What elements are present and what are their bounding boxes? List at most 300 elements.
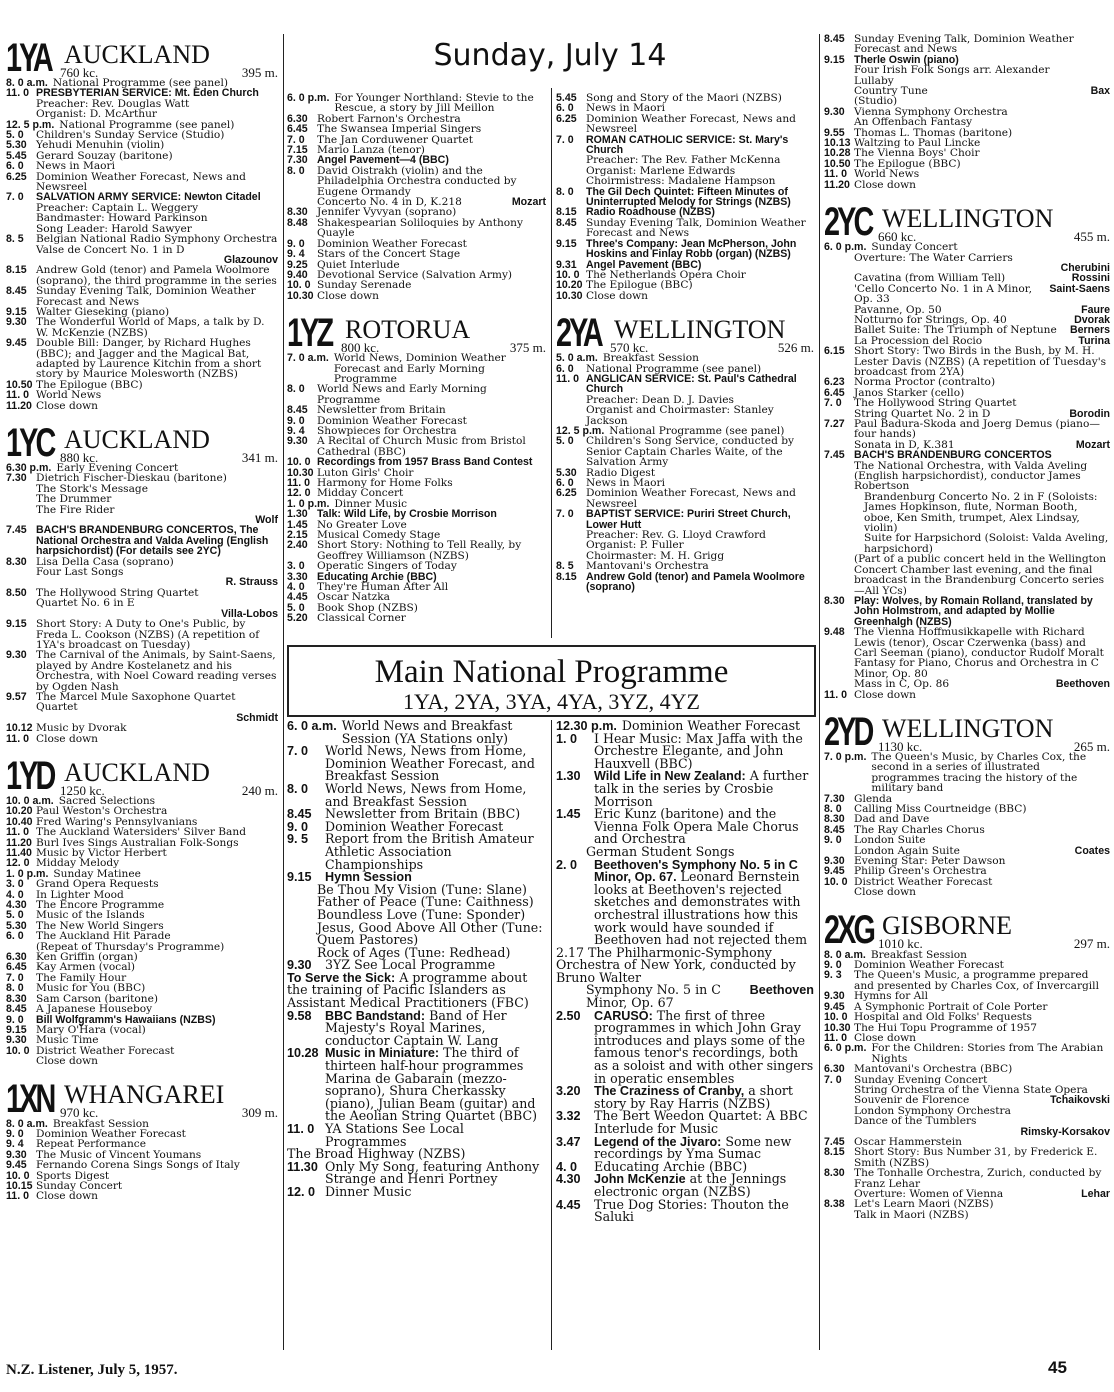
station-1yz-evening <box>556 93 814 301</box>
time: 6. 0 <box>556 362 574 375</box>
station-code: 1YZ <box>287 311 332 356</box>
time: 9.55 <box>824 126 845 139</box>
programme-text: Classical Corner <box>317 612 406 625</box>
time: 5.20 <box>287 612 308 625</box>
time: 4.45 <box>556 1197 581 1212</box>
programme-text: Book Shop (NZBS) <box>317 601 418 614</box>
programme-text: PRESBYTERIAN SERVICE: Mt. Eden Church <box>36 87 259 100</box>
time: 6. 0 <box>6 160 24 173</box>
station-city: AUCKLAND <box>64 39 210 69</box>
detail-text: Song Leader: Harold Sawyer <box>36 222 192 235</box>
station-frequency: 1250 kc. <box>60 782 105 798</box>
time: 9.58 <box>287 1008 312 1023</box>
time: 8.45 <box>824 33 845 45</box>
programme-text: The Encore Programme <box>36 899 165 912</box>
programme-text: Sunday Concert <box>36 1179 123 1192</box>
composer: Wolf <box>255 514 278 527</box>
programme-text: Hymns for All <box>854 990 929 1003</box>
time: 5. 0 <box>6 909 24 922</box>
programme-text: Breakfast Session <box>52 1117 149 1130</box>
detail-text: Four Last Songs <box>36 566 124 579</box>
detail-text: Cavatina (from William Tell) <box>854 272 1006 285</box>
programme-text: BACH'S BRANDENBURG CONCERTOS, The National Orchestra and Valda Aveling (English harpsichordist) (For details see 2YC) <box>36 524 269 558</box>
detail-text: Notturno for Strings, Op. 40 <box>854 313 1007 326</box>
detail-text: Overture: Women of Vienna <box>854 1188 1004 1200</box>
time: 6.30 <box>287 112 308 125</box>
composer: Beethoven <box>749 983 814 998</box>
programme-text: The Vienna Boys' Choir <box>854 147 980 160</box>
time: 9. 0 <box>287 237 305 250</box>
composer: Rimsky-Korsakov <box>1020 1125 1110 1138</box>
composer: Saint-Saens <box>1049 282 1110 295</box>
programme-detail <box>824 284 1110 305</box>
time: 7. 0 p.m. <box>824 750 867 763</box>
time: 6.25 <box>556 487 577 500</box>
programme-text: Thomas L. Thomas (baritone) <box>854 126 1013 139</box>
schedule-item <box>556 859 814 947</box>
station-frequency: 570 kc. <box>610 339 649 355</box>
station-city: AUCKLAND <box>64 424 210 454</box>
programme-text: Hymn Session <box>325 870 412 885</box>
time: 8. 0 <box>287 383 305 396</box>
composer: Bax <box>1090 85 1110 98</box>
schedule-item <box>824 1168 1110 1189</box>
time: 9. 4 <box>287 424 305 437</box>
programme-text: I Hear Music: Max Jaffa with the Orchestre Elegante, and John Hauxvell (BBC) <box>594 730 803 771</box>
time: 12. 5 p.m. <box>556 424 605 437</box>
schedule-item <box>287 540 546 561</box>
detail-text: Organist and Choirmaster: Stanley Jackson <box>586 404 774 427</box>
programme-text: Let's Learn Maori (NZBS) <box>854 1198 994 1211</box>
time: 6.30 <box>824 1063 845 1076</box>
time: 6. 0 <box>556 477 574 489</box>
time: 12.30 p.m. <box>556 719 617 733</box>
time: 6.30 p.m. <box>6 462 52 474</box>
station-frequency: 1130 kc. <box>878 738 923 754</box>
programme-text: Kay Armen (vocal) <box>36 961 136 974</box>
programme-detail <box>824 887 1110 897</box>
detail-text: Father of Peace (Tune: Caithness) <box>317 894 534 910</box>
time: 8.45 <box>556 216 577 229</box>
station-2xg <box>824 906 1110 1221</box>
time: 10.13 <box>824 137 851 150</box>
time: 7.15 <box>287 144 308 157</box>
schedule-item <box>287 93 546 114</box>
station-wavelength: 375 m. <box>509 339 546 355</box>
programme-text: World News, News from Home, and Breakfast Session <box>325 780 527 809</box>
schedule-item <box>556 1173 814 1198</box>
programme-text: The Ray Charles Chorus <box>854 823 985 836</box>
station-frequency: 1010 kc. <box>878 936 923 952</box>
time: 3. 0 <box>6 878 24 891</box>
time: 6. 0 <box>6 930 24 943</box>
schedule-item <box>556 572 814 593</box>
station-code: 1YA <box>6 36 51 80</box>
time: 8. 0 <box>6 982 24 995</box>
programme-text: Gerard Souzay (baritone) <box>36 149 173 162</box>
detail-text: Overture: The Water Carriers <box>854 251 1013 264</box>
programme-text: John McKenzie at the Jennings electronic organ (NZBS) <box>594 1171 787 1199</box>
column-1 <box>6 34 278 1210</box>
programme-text: The Auckland Watersiders' Silver Band <box>36 826 246 839</box>
programme-text: Shakespearian Soliloquies by Anthony Quayle <box>317 216 523 240</box>
station-header <box>6 34 278 78</box>
station-code: 2YA <box>556 311 601 356</box>
programme-text: The Carnival of the Animals, by Saint-Saens, played by Andre Kostelanetz and his Orchestra, with Noel Coward reading verses by Ogden Nash <box>36 649 277 693</box>
time: 10. 0 <box>824 1011 848 1024</box>
detail-text: 2.17 The Philharmonic-Symphony Orchestra of New York, conducted by Bruno Walter <box>556 944 796 985</box>
programme-text: YA Stations See Local Programmes <box>325 1121 464 1149</box>
time: 10.30 <box>556 289 583 302</box>
time: 9.31 <box>556 258 577 271</box>
programme-text: Fred Waring's Pennsylvanians <box>36 815 198 828</box>
programme-text: The Hollywood String Quartet <box>36 586 199 599</box>
time: 9. 0 <box>824 959 842 972</box>
programme-text: Dominion Weather Forecast <box>325 818 504 834</box>
station-wavelength: 395 m. <box>241 64 278 80</box>
main-programme-stations: 1YA, 2YA, 3YA, 4YA, 3YZ, 4YZ <box>403 689 700 714</box>
schedule-item <box>287 745 549 783</box>
time: 3.20 <box>556 1084 581 1099</box>
composer: Mozart <box>511 196 546 209</box>
time: 11. 0 <box>824 1031 847 1044</box>
time: 6.45 <box>824 386 845 399</box>
time: 7. 0 <box>287 744 309 759</box>
time: 9.45 <box>824 1000 845 1013</box>
schedule-item <box>287 353 546 384</box>
column-rule-2 <box>551 88 552 638</box>
time: 7.45 <box>6 524 27 537</box>
programme-text: Educating Archie (BBC) <box>594 1158 748 1174</box>
programme-text: Robert Farnon's Orchestra <box>317 112 461 125</box>
detail-text: The Broad Highway (NZBS) <box>287 1146 466 1162</box>
detail-text: (Part of a public concert held in the Wellington Concert Chamber last evening, and the final broadcast in the Brandenburg Concerto series—All YCs) <box>854 553 1107 597</box>
programme-text: Radio Digest <box>586 466 656 479</box>
time: 7. 0 <box>287 133 305 146</box>
time: 9.45 <box>6 1159 27 1172</box>
time: 10.20 <box>6 805 33 818</box>
station-code: 2YC <box>824 200 872 245</box>
programme-text: A Recital of Church Music from Bristol Cathedral (BBC) <box>317 435 526 458</box>
composer: R. Strauss <box>225 576 278 589</box>
time: 6.25 <box>556 112 577 125</box>
time: 9.57 <box>6 690 27 703</box>
detail-text: Four Irish Folk Songs arr. Alexander <box>854 64 1050 77</box>
schedule-item <box>556 218 814 239</box>
programme-text: The Auckland Hit Parade <box>36 930 171 943</box>
station-1xn-evening <box>287 93 546 301</box>
schedule-item <box>6 619 278 650</box>
station-code: 2XG <box>824 907 873 952</box>
detail-text: Preacher: Rev. G. Lloyd Crawford <box>586 529 766 542</box>
programme-text: Dominion Weather Forecast <box>36 1127 186 1140</box>
station-2ya-evening <box>824 34 1110 190</box>
schedule-item <box>556 436 814 467</box>
time: 9. 4 <box>6 1138 24 1151</box>
detail-text: Be Thou My Vision (Tune: Slane) <box>317 881 527 897</box>
time: 9.15 <box>287 870 312 885</box>
programme-text: The Bert Weedon Quartet: A BBC Interlude for Music <box>594 1108 808 1136</box>
programme-text: World News, Dominion Weather Forecast and Early Morning Programme <box>333 352 506 385</box>
time: 8. 0 <box>556 185 574 198</box>
time: 6.25 <box>6 170 27 183</box>
programme-text: Midday Melody <box>36 857 120 870</box>
schedule-item <box>287 436 546 457</box>
station-city: WELLINGTON <box>614 314 786 344</box>
programme-title: Legend of the Jivaro: <box>594 1134 722 1149</box>
programme-text: Angel Pavement (BBC) <box>586 258 702 271</box>
station-wavelength: 526 m. <box>777 339 814 355</box>
programme-detail: To Serve the Sick: A programme about the training of Pacific Islanders as Assistant Medical Practitioners (FBC) <box>287 969 529 1011</box>
programme-detail <box>824 679 1110 689</box>
programme-text: The Queen's Music, by Charles Cox, the second in a series of illustrated programmes tracing the history of the military band <box>871 750 1087 795</box>
programme-text: Dominion Weather Forecast, News and Newsreel <box>586 487 796 510</box>
time: 5.30 <box>6 919 27 932</box>
time: 12. 0 <box>287 1184 316 1199</box>
main-rule <box>551 720 552 1350</box>
programme-text: Paul Weston's Orchestra <box>36 805 168 818</box>
composer: Faure <box>1081 303 1110 316</box>
time: 9.25 <box>287 258 308 271</box>
programme-text: The Marcel Mule Saxophone Quartet <box>36 690 236 703</box>
time: 4.30 <box>6 899 27 912</box>
time: 11. 0 <box>824 688 847 701</box>
time: 6. 0 p.m. <box>287 92 330 104</box>
programme-text: Waltzing to Paul Lincke <box>854 137 981 150</box>
time: 9.15 <box>6 618 27 631</box>
time: 7.27 <box>824 418 845 430</box>
programme-text: Children's Sunday Service (Studio) <box>36 129 225 142</box>
programme-text: World News, News from Home, Dominion Weather Forecast, and Breakfast Session <box>325 743 535 784</box>
programme-text: A Symphonic Portrait of Cole Porter <box>854 1000 1048 1013</box>
programme-text: Eric Kunz (baritone) and the Vienna Folk Opera Male Chorus and Orchestra <box>594 806 799 847</box>
programme-text: Three's Company: Jean McPherson, John Hoskins and Finlay Robb (organ) (NZBS) <box>586 237 797 261</box>
detail-text: Talk in Maori (NZBS) <box>854 1208 969 1221</box>
programme-text: The Epilogue (BBC) <box>586 279 693 292</box>
schedule-item <box>6 317 278 338</box>
station-city: GISBORNE <box>882 911 1013 941</box>
schedule-item <box>287 249 546 259</box>
time: 8. 0 <box>287 164 305 177</box>
programme-text: Andrew Gold (tenor) and Pamela Woolmore (soprano) <box>586 570 805 594</box>
station-wavelength: 309 m. <box>241 1105 278 1121</box>
schedule-item <box>824 1043 1110 1064</box>
programme-text: Sunday Evening Talk, Dominion Weather Forecast and News <box>586 216 806 240</box>
schedule-item <box>824 34 1110 55</box>
programme-detail <box>824 1210 1110 1220</box>
time: 12. 0 <box>287 487 311 500</box>
programme-text: The Craziness of Cranby, a short story by Ray Harris (NZBS) <box>594 1083 793 1111</box>
time: 9.30 <box>287 435 308 448</box>
programme-detail <box>824 554 1110 596</box>
time: 3.30 <box>287 570 308 583</box>
detail-text: Lullaby <box>854 74 894 87</box>
station-city: AUCKLAND <box>64 757 210 787</box>
schedule-item <box>287 218 546 239</box>
time: 10.28 <box>824 147 851 160</box>
schedule-item <box>556 770 814 808</box>
programme-text: The Netherlands Opera Choir <box>586 268 746 281</box>
programme-text: London Suite <box>854 834 926 847</box>
programme-text: True Dog Stories: Thouton the Saluki <box>594 1196 789 1225</box>
station-frequency: 970 kc. <box>60 1105 99 1121</box>
detail-text: The Fire Rider <box>36 503 115 516</box>
programme-text: A Japanese Houseboy <box>36 1003 153 1016</box>
programme-text: Sports Digest <box>36 1169 110 1182</box>
programme-text: Short Story: Bus Number 31, by Frederick E. Smith (NZBS) <box>854 1146 1098 1169</box>
time: 10. 0 <box>6 1044 30 1057</box>
time: 11. 0 <box>556 372 579 385</box>
detail-text: Jesus, Good Above All Other (Tune: Quem Pastores) <box>317 919 543 948</box>
time: 11. 0 <box>6 732 29 745</box>
programme-text: Showpieces for Orchestra <box>317 424 457 437</box>
detail-text: Ballet Suite: The Triumph of Neptune <box>854 324 1057 337</box>
time: 9.48 <box>824 626 845 639</box>
programme-text: National Programme (see panel) <box>59 118 235 131</box>
programme-text: The Gil Dech Quintet: Fifteen Minutes of Uninterrupted Melody for Strings (NZBS) <box>586 185 791 209</box>
station-city: WELLINGTON <box>882 713 1054 743</box>
time: 10.40 <box>6 815 33 828</box>
time: 9.30 <box>287 958 312 973</box>
station-1xn <box>6 1075 278 1202</box>
detail-text: Souvenir de Florence <box>854 1094 970 1107</box>
station-code: 1YD <box>6 753 54 798</box>
detail-text: The Drummer <box>36 493 112 506</box>
programme-text: Luton Girls' Choir <box>317 466 414 479</box>
station-code: 1YC <box>6 421 54 465</box>
programme-text: David Oistrakh (violin) and the Philadelphia Orchestra conducted by Eugene Ormandy <box>317 164 517 198</box>
time: 10.28 <box>287 1046 319 1061</box>
programme-text: Belgian National Radio Symphony Orchestra <box>36 233 278 246</box>
composer: Villa-Lobos <box>221 607 278 620</box>
programme-text: Legend of the Jivaro: Some new recordings by Yma Sumac <box>594 1133 792 1162</box>
station-code: 2YD <box>824 709 872 754</box>
schedule-item <box>287 384 546 405</box>
programme-text: Beethoven's Symphony No. 5 in C Minor, Op. 67. Leonard Bernstein looks at Beethoven's rejected sketches and demonstrates with orchestral illustrations how this work would have sounded if Beethoven had not rejected them <box>594 857 808 948</box>
schedule-item <box>824 690 1110 700</box>
time: 7. 0 a.m. <box>287 352 329 365</box>
column-rule-3 <box>819 34 820 1350</box>
time: 7. 0 <box>824 1073 842 1086</box>
schedule-item <box>287 291 546 301</box>
schedule-item <box>287 613 546 623</box>
programme-text: Lisa Della Casa (soprano) <box>36 555 174 568</box>
detail-text: The National Orchestra, with Valda Aveling (English harpsichordist), conductor James Robertson <box>854 459 1088 493</box>
time: 9. 0 <box>6 1013 24 1026</box>
time: 10.50 <box>824 157 851 170</box>
time: 8.30 <box>824 1167 845 1180</box>
time: 5. 0 a.m. <box>556 352 598 365</box>
programme-text: National Programme (see panel) <box>586 362 762 375</box>
time: 7.30 <box>287 154 308 167</box>
programme-text: The Wonderful World of Maps, a talk by D. W. McKenzie (NZBS) <box>36 316 265 339</box>
programme-title: BBC Bandstand: <box>325 1008 426 1023</box>
programme-text: In Lighter Mood <box>36 888 124 901</box>
programme-text: Newsletter from Britain <box>317 404 446 417</box>
time: 9.30 <box>6 316 27 329</box>
schedule-item <box>287 1123 549 1148</box>
programme-title: John McKenzie <box>594 1172 686 1187</box>
station-header <box>287 309 546 356</box>
schedule-item <box>556 1007 814 1086</box>
station-wavelength: 265 m. <box>1073 738 1110 754</box>
programme-text: Mary O'Hara (vocal) <box>36 1023 146 1036</box>
time: 8.30 <box>824 594 845 607</box>
detail-text: Brandenburg Concerto No. 2 in F (Soloists: James Hopkinson, flute, Norman Booth, oboe, Ken Smith, trumpet, Alex Lindsay, violin) <box>864 490 1098 535</box>
time: 11. 0 <box>6 1190 29 1203</box>
schedule-item <box>556 187 814 208</box>
station-header <box>556 309 814 356</box>
programme-detail <box>556 984 814 1009</box>
programme-text: Dinner Music <box>325 1183 412 1199</box>
detail-text: Suite for Harpsichord (Soloist: Valda Aveling, harpsichord) <box>864 532 1109 555</box>
detail-text: Choirmaster: M. H. Grigg <box>586 549 725 562</box>
programme-text: Repeat Performance <box>36 1138 146 1151</box>
station-1yc <box>6 419 278 744</box>
programme-text: District Weather Forecast <box>36 1044 175 1057</box>
detail-text: Symphony No. 5 in C Minor, Op. 67 <box>586 982 721 1011</box>
detail-text: An Offenbach Fantasy <box>854 116 973 129</box>
time: 8.15 <box>6 264 27 277</box>
station-wavelength: 341 m. <box>241 449 278 465</box>
composer: Borodin <box>1069 407 1110 420</box>
schedule-item <box>287 1183 549 1199</box>
time: 8.45 <box>6 285 27 298</box>
time: 9.30 <box>824 855 845 868</box>
time: 11. 0 <box>6 826 29 839</box>
detail-text: Preacher: The Rev. Father McKenna <box>586 154 781 167</box>
schedule-item <box>6 286 278 307</box>
time: 6.45 <box>6 961 27 974</box>
station-header <box>824 198 1110 245</box>
time: 8. 0 <box>824 803 842 815</box>
station-wavelength: 297 m. <box>1073 936 1110 952</box>
programme-text: The Hollywood String Quartet <box>854 397 1017 410</box>
time: 7.45 <box>824 1135 845 1148</box>
detail-text: Organist: P. Fuller <box>586 539 684 552</box>
schedule-item <box>824 970 1110 991</box>
schedule-item <box>6 338 278 380</box>
time: 12. 0 <box>6 857 30 870</box>
programme-text: World News <box>854 168 920 181</box>
programme-text: Dominion Weather Forecast <box>854 959 1004 972</box>
programme-text: Close down <box>854 178 916 191</box>
time: 8.30 <box>287 206 308 219</box>
programme-text: Song and Story of the Maori (NZBS) <box>586 92 782 104</box>
schedule-item <box>556 1196 814 1225</box>
programme-text: Report from the British Amateur Athletic Association Championships <box>325 831 534 872</box>
composer: Glazounov <box>223 253 278 266</box>
programme-text: No Greater Love <box>317 518 407 531</box>
schedule-item <box>287 405 546 415</box>
programme-text: Dad and Dave <box>854 813 930 826</box>
time: 9.45 <box>6 337 27 350</box>
main-programme-box <box>287 645 816 717</box>
schedule-item <box>824 596 1110 627</box>
detail-text: Boundless Love (Tune: Sponder) <box>317 906 526 922</box>
programme-text: Grand Opera Requests <box>36 878 159 891</box>
time: 9. 0 <box>824 834 842 847</box>
programme-text: Play: Wolves, by Romain Rolland, translated by John Holmstrom, and adapted by Mollie Greenhalgh (NZBS) <box>854 594 1093 628</box>
programme-text: ANGLICAN SERVICE: St. Paul's Cathedral Church <box>586 372 797 396</box>
programme-text: Oscar Natzka <box>317 591 390 604</box>
schedule-item <box>556 730 814 771</box>
time: 10. 0 <box>824 875 848 888</box>
programme-text: Sacred Selections <box>58 794 156 807</box>
programme-text: World News and Breakfast Session (YA Stations only) <box>341 718 513 746</box>
station-header <box>824 906 1110 950</box>
composer: Tchaikovski <box>1050 1094 1110 1107</box>
